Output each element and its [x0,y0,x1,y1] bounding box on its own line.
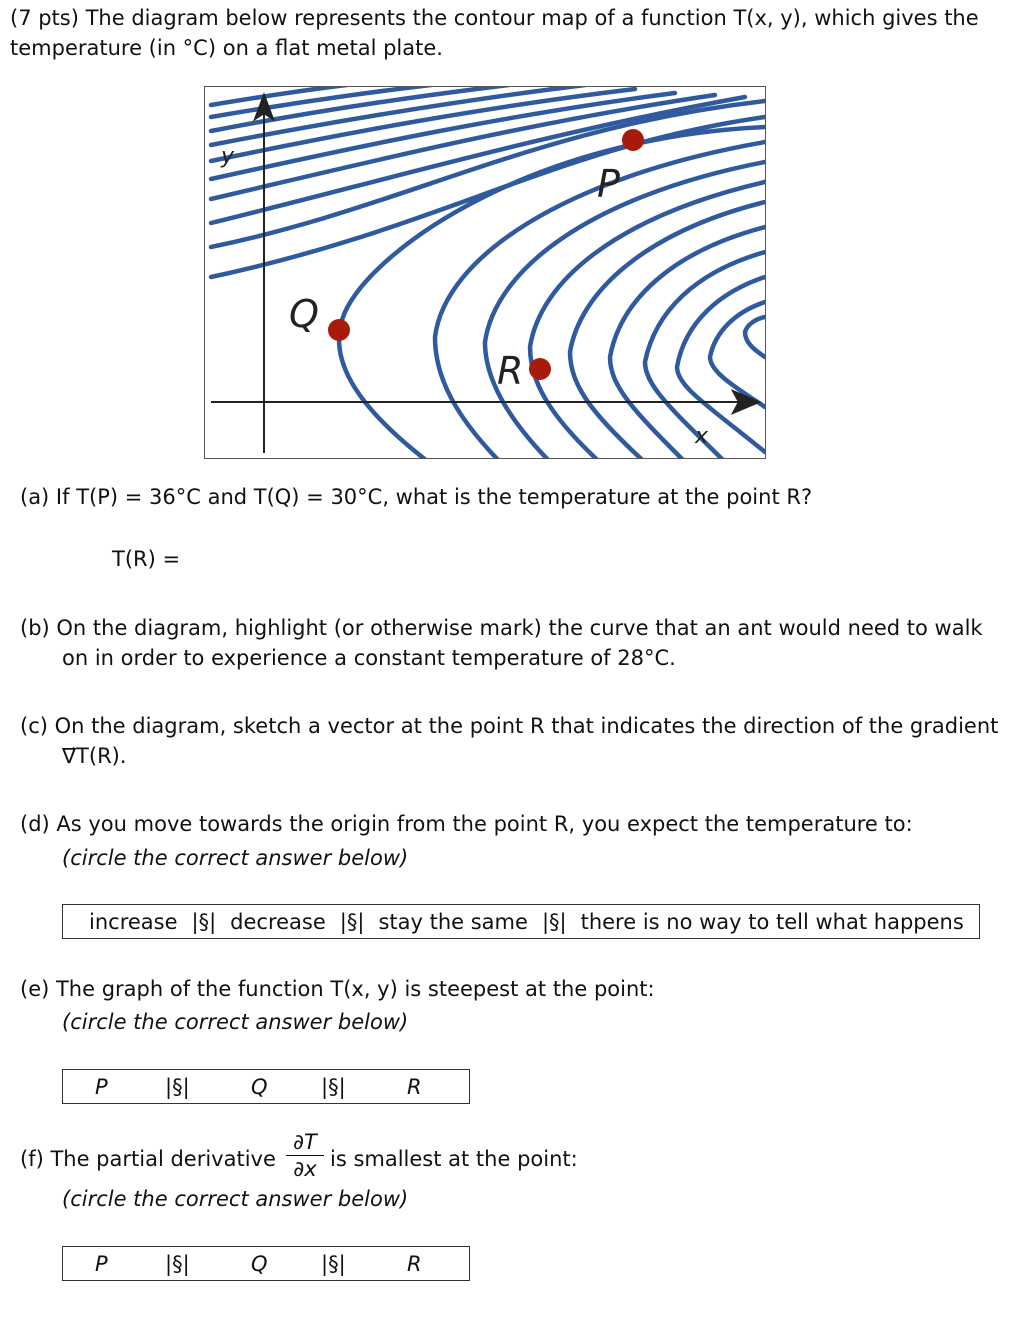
contour-map-svg[interactable] [205,87,765,458]
part-c-line-2: ∇⃗T(R). [62,744,127,768]
part-f-choices-box[interactable] [62,1246,470,1281]
choice-q[interactable]: Q [251,1074,268,1099]
part-a-answer-prompt: T(R) = [112,547,181,571]
axes [211,95,759,453]
choice-separator: |§| [191,909,217,934]
choice-separator: |§| [321,1251,346,1276]
contour-line [485,162,765,458]
point-q-label: Q [289,292,319,336]
choice-separator: |§| [165,1251,190,1276]
point-r-label: R [497,349,524,393]
part-d-choices-box[interactable] [62,904,980,939]
choice-q[interactable]: Q [251,1251,268,1276]
part-e-choices-box[interactable] [62,1069,470,1104]
point-r-dot [529,358,551,380]
part-e-line-1: (e) The graph of the function T(x, y) is steepest at the point: [20,977,655,1001]
choice-r[interactable]: R [407,1074,422,1099]
part-d-line-1: (d) As you move towards the origin from the point R, you expect the temperature to: [20,812,913,836]
contour-line [570,202,765,458]
contour-map-figure[interactable] [204,86,766,459]
intro-line-1: (7 pts) The diagram below represents the contour map of a function T(x, y), which gives the [10,6,979,30]
choice-separator: |§| [339,909,365,934]
point-p-label: P [597,162,620,206]
intro-line-2: temperature (in °C) on a flat metal plate. [10,36,443,60]
x-axis-label: x [695,424,709,449]
part-c-line-1: (c) On the diagram, sketch a vector at the point R that indicates the direction of the gradient [20,714,999,738]
part-b-line-2: on in order to experience a constant temperature of 28°C. [62,646,676,670]
choice-stay-the-same[interactable]: stay the same [378,909,528,934]
contour-line [211,87,465,117]
part-b-line-1: (b) On the diagram, highlight (or otherwise mark) the curve that an ant would need to walk [20,616,983,640]
point-q-dot [328,319,350,341]
part-e-instruction: (circle the correct answer below) [62,1010,409,1034]
fraction-denominator: ∂x [293,1157,317,1181]
point-p-dot [622,129,644,151]
part-f-suffix: is smallest at the point: [330,1147,578,1171]
partial-derivative-fraction [286,1130,324,1181]
part-f-prefix: (f) The partial derivative [20,1147,276,1171]
choice-decrease[interactable]: decrease [230,909,326,934]
choice-separator: |§| [541,909,567,934]
part-d-instruction: (circle the correct answer below) [62,846,409,870]
fraction-numerator: ∂T [293,1130,317,1154]
y-axis-label: y [221,144,235,169]
choice-no-way-to-tell[interactable]: there is no way to tell what happens [580,909,964,934]
choice-r[interactable]: R [407,1251,422,1276]
choice-separator: |§| [165,1074,190,1099]
choice-increase[interactable]: increase [89,909,178,934]
choice-separator: |§| [321,1074,346,1099]
contour-line [745,317,765,357]
part-a-question: (a) If T(P) = 36°C and T(Q) = 30°C, what is the temperature at the point R? [20,485,813,509]
choice-p[interactable]: P [95,1251,108,1276]
part-f-instruction: (circle the correct answer below) [62,1187,409,1211]
fraction-bar [286,1155,324,1156]
choice-p[interactable]: P [95,1074,108,1099]
